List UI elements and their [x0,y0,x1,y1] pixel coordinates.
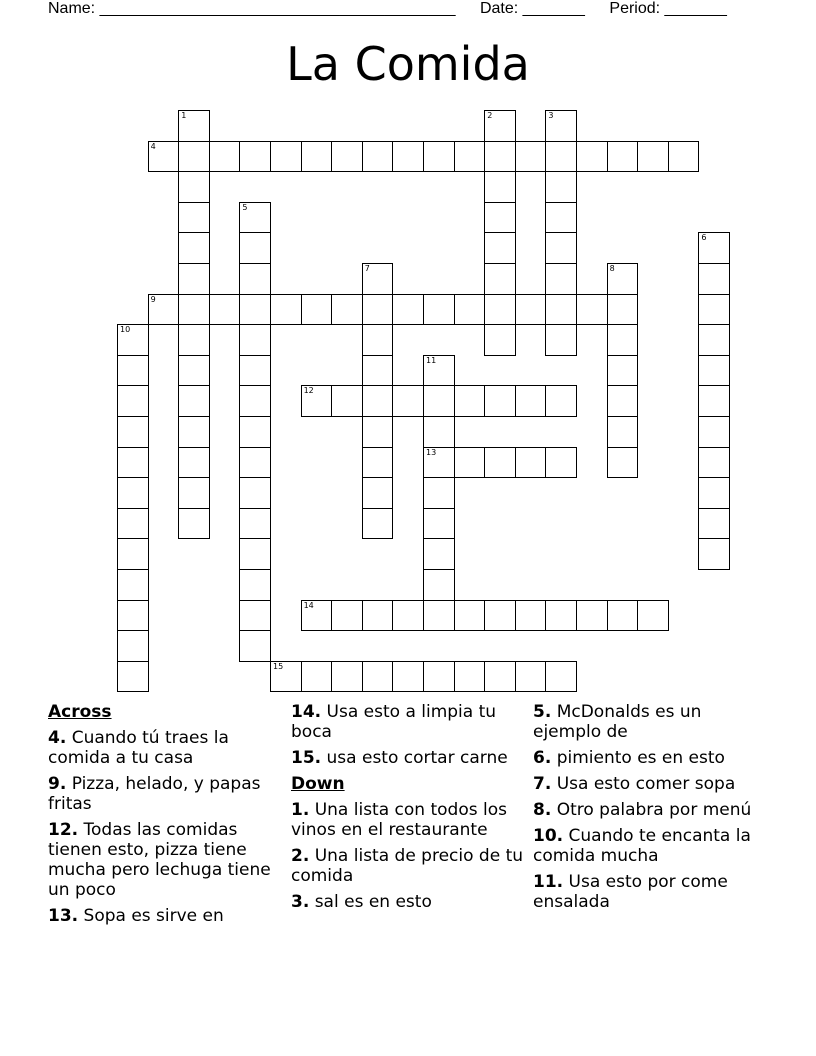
grid-cell[interactable] [239,416,271,448]
clue-item-number: 5. [533,702,552,722]
clue-item-number: 9. [48,774,67,794]
clues-column-1 [48,702,284,932]
clue-number: 4 [150,141,156,151]
page-title: La Comida [286,37,530,91]
clue-item [48,774,284,814]
grid-cell[interactable] [484,171,516,203]
grid-cell[interactable] [270,661,302,693]
clue-number: 6 [701,233,707,243]
clue-item [533,748,769,768]
grid-cell[interactable] [423,416,455,448]
grid-cell[interactable] [698,385,730,417]
grid-cell[interactable] [545,661,577,693]
grid-cell[interactable] [117,661,149,693]
grid-cell[interactable] [423,385,455,417]
clue-item-text: sal es en esto [314,892,432,912]
grid-cell[interactable] [484,447,516,479]
grid-cell[interactable] [484,385,516,417]
grid-cell[interactable] [239,263,271,295]
grid-cell[interactable] [607,447,639,479]
grid-cell[interactable] [698,447,730,479]
clue-item [291,748,527,768]
clue-item-text: Otro palabra por menú [556,800,752,820]
grid-cell[interactable] [515,447,547,479]
grid-cell[interactable] [423,569,455,601]
clue-number: 8 [609,264,615,273]
grid-cell[interactable] [362,447,394,479]
grid-cell[interactable] [423,508,455,540]
grid-cell[interactable] [239,447,271,479]
clue-number: 15 [273,661,284,671]
grid-cell[interactable] [454,600,486,632]
clue-item-text: pimiento es en esto [556,748,725,768]
grid-cell[interactable] [239,630,271,662]
grid-cell[interactable] [392,294,424,326]
grid-cell[interactable] [117,630,149,662]
grid-cell[interactable] [178,141,210,173]
grid-cell[interactable] [607,416,639,448]
grid-cell[interactable] [545,263,577,295]
grid-cell[interactable] [239,141,271,173]
grid-cell[interactable] [454,661,486,693]
grid-cell[interactable] [423,477,455,509]
clue-item [291,800,527,840]
grid-cell[interactable] [239,508,271,540]
clue-item-number: 2. [291,846,310,866]
grid-cell[interactable] [178,202,210,234]
grid-cell[interactable] [362,477,394,509]
grid-cell[interactable] [301,141,333,173]
grid-cell[interactable] [178,294,210,326]
grid-cell[interactable] [698,508,730,540]
grid-cell[interactable] [209,294,241,326]
clue-item [48,820,284,900]
grid-cell[interactable] [362,600,394,632]
clue-item [533,826,769,866]
clue-number: 10 [120,325,131,335]
clue-number: 9 [150,294,156,304]
grid-cell[interactable] [362,355,394,387]
grid-cell[interactable] [545,202,577,234]
clue-number: 7 [364,264,370,273]
grid-cell[interactable] [117,324,149,356]
grid-cell[interactable] [668,141,700,173]
grid-cell[interactable] [576,141,608,173]
grid-cell[interactable] [607,385,639,417]
grid-cell[interactable] [178,355,210,387]
grid-cell[interactable] [484,110,516,142]
grid-cell[interactable] [484,232,516,264]
grid-cell[interactable] [637,141,669,173]
grid-cell[interactable] [423,141,455,173]
clue-item-number: 10. [533,826,564,846]
grid-cell[interactable] [209,141,241,173]
grid-cell[interactable] [117,600,149,632]
grid-cell[interactable] [392,661,424,693]
clue-item-text: usa esto cortar carne [326,748,508,768]
grid-cell[interactable] [698,477,730,509]
clue-item-number: 1. [291,800,310,820]
clue-number: 1 [181,111,187,120]
grid-cell[interactable] [423,294,455,326]
grid-cell[interactable] [454,447,486,479]
clue-item-text: Sopa es sirve en [83,906,224,926]
grid-cell[interactable] [148,294,180,326]
grid-cell[interactable] [545,447,577,479]
grid-cell[interactable] [178,477,210,509]
grid-cell[interactable] [301,661,333,693]
grid-cell[interactable] [117,355,149,387]
grid-cell[interactable] [178,232,210,264]
clue-number: 2 [487,111,493,120]
name-field-label: Name: ________________________________________ [48,0,456,17]
grid-cell[interactable] [454,294,486,326]
grid-cell[interactable] [545,600,577,632]
grid-cell[interactable] [270,141,302,173]
grid-cell[interactable] [392,385,424,417]
clue-item [291,846,527,886]
grid-cell[interactable] [117,477,149,509]
grid-cell[interactable] [239,600,271,632]
grid-cell[interactable] [178,263,210,295]
grid-cell[interactable] [178,447,210,479]
grid-cell[interactable] [576,600,608,632]
grid-cell[interactable] [301,294,333,326]
clue-item-number: 11. [533,872,564,892]
clue-item [291,892,527,912]
grid-cell[interactable] [545,110,577,142]
clue-item-number: 13. [48,906,79,926]
clue-number: 13 [426,447,437,457]
grid-cell[interactable] [484,141,516,173]
clue-number: 5 [242,202,248,212]
grid-cell[interactable] [607,324,639,356]
clue-item-number: 3. [291,892,310,912]
grid-cell[interactable] [239,202,271,234]
grid-cell[interactable] [484,324,516,356]
grid-cell[interactable] [607,263,639,295]
grid-cell[interactable] [239,294,271,326]
grid-cell[interactable] [331,294,363,326]
date-field-label: Date: _______ [479,0,585,17]
grid-cell[interactable] [117,416,149,448]
clue-item [533,774,769,794]
grid-cell[interactable] [178,508,210,540]
grid-cell[interactable] [545,294,577,326]
grid-cell[interactable] [178,324,210,356]
clue-item-text: Todas las comidas tienen esto, pizza tiene mucha pero lechuga tiene un poco [48,820,271,900]
grid-cell[interactable] [148,141,180,173]
clue-item-text: Cuando te encanta la comida mucha [533,826,751,866]
grid-cell[interactable] [362,661,394,693]
clues-column-3 [533,702,769,918]
grid-cell[interactable] [239,477,271,509]
grid-cell[interactable] [392,600,424,632]
grid-cell[interactable] [117,569,149,601]
grid-cell[interactable] [698,263,730,295]
clue-item-text: McDonalds es un ejemplo de [533,702,702,742]
clue-heading: Across [48,702,112,722]
grid-cell[interactable] [239,385,271,417]
clues-column-2 [291,702,527,918]
clue-item-number: 12. [48,820,79,840]
clue-item-text: Una lista de precio de tu comida [291,846,524,886]
clue-item-number: 7. [533,774,552,794]
clue-item-number: 8. [533,800,552,820]
grid-cell[interactable] [117,538,149,570]
grid-cell[interactable] [698,324,730,356]
clue-heading: Down [291,774,345,794]
grid-cell[interactable] [117,508,149,540]
clue-item-text: Cuando tú traes la comida a tu casa [48,728,229,768]
grid-cell[interactable] [362,324,394,356]
grid-cell[interactable] [362,294,394,326]
grid-cell[interactable] [545,141,577,173]
grid-cell[interactable] [484,661,516,693]
clue-item-text: Una lista con todos los vinos en el restaurante [291,800,507,840]
grid-cell[interactable] [515,385,547,417]
grid-cell[interactable] [484,263,516,295]
grid-cell[interactable] [362,416,394,448]
grid-cell[interactable] [607,355,639,387]
grid-cell[interactable] [392,141,424,173]
grid-cell[interactable] [698,538,730,570]
clue-number: 11 [426,355,437,365]
clue-item-text: Usa esto comer sopa [556,774,736,794]
grid-cell[interactable] [454,141,486,173]
grid-cell[interactable] [117,447,149,479]
grid-cell[interactable] [178,385,210,417]
grid-cell[interactable] [362,385,394,417]
grid-cell[interactable] [698,355,730,387]
grid-cell[interactable] [545,385,577,417]
clue-number: 14 [303,600,314,610]
grid-cell[interactable] [362,141,394,173]
grid-cell[interactable] [423,355,455,387]
grid-cell[interactable] [331,600,363,632]
grid-cell[interactable] [698,232,730,264]
grid-cell[interactable] [423,447,455,479]
clue-item-text: Usa esto por come ensalada [533,872,728,912]
clue-item-text: Pizza, helado, y papas fritas [48,774,261,814]
clue-item [533,800,769,820]
clue-item [48,728,284,768]
grid-cell[interactable] [698,416,730,448]
grid-cell[interactable] [515,600,547,632]
grid-cell[interactable] [484,600,516,632]
grid-cell[interactable] [239,355,271,387]
clue-item-number: 4. [48,728,67,748]
grid-cell[interactable] [423,661,455,693]
clue-item-number: 14. [291,702,322,722]
grid-cell[interactable] [117,385,149,417]
grid-cell[interactable] [423,538,455,570]
grid-cell[interactable] [545,324,577,356]
grid-cell[interactable] [239,324,271,356]
grid-cell[interactable] [698,294,730,326]
clue-item [533,702,769,742]
grid-cell[interactable] [515,294,547,326]
grid-cell[interactable] [423,600,455,632]
grid-cell[interactable] [270,294,302,326]
grid-cell[interactable] [454,385,486,417]
grid-cell[interactable] [545,171,577,203]
grid-cell[interactable] [362,508,394,540]
grid-cell[interactable] [607,141,639,173]
clue-item-number: 6. [533,748,552,768]
clue-item-number: 15. [291,748,322,768]
grid-cell[interactable] [178,416,210,448]
grid-cell[interactable] [515,141,547,173]
clue-item-text: Usa esto a limpia tu boca [291,702,497,742]
grid-cell[interactable] [545,232,577,264]
grid-cell[interactable] [637,600,669,632]
clue-item [48,906,284,926]
grid-cell[interactable] [484,294,516,326]
period-field-label: Period: _______ [609,0,727,17]
grid-cell[interactable] [484,202,516,234]
grid-cell[interactable] [576,294,608,326]
grid-cell[interactable] [239,232,271,264]
grid-cell[interactable] [607,294,639,326]
grid-cell[interactable] [301,385,333,417]
grid-cell[interactable] [239,569,271,601]
clue-item [533,872,769,912]
grid-cell[interactable] [515,661,547,693]
grid-cell[interactable] [362,263,394,295]
grid-cell[interactable] [331,141,363,173]
clue-number: 12 [303,386,314,396]
grid-cell[interactable] [331,385,363,417]
clue-item [291,702,527,742]
grid-cell[interactable] [178,171,210,203]
grid-cell[interactable] [331,661,363,693]
grid-cell[interactable] [239,538,271,570]
grid-cell[interactable] [301,600,333,632]
grid-cell[interactable] [178,110,210,142]
grid-cell[interactable] [607,600,639,632]
clue-number: 3 [548,111,554,120]
